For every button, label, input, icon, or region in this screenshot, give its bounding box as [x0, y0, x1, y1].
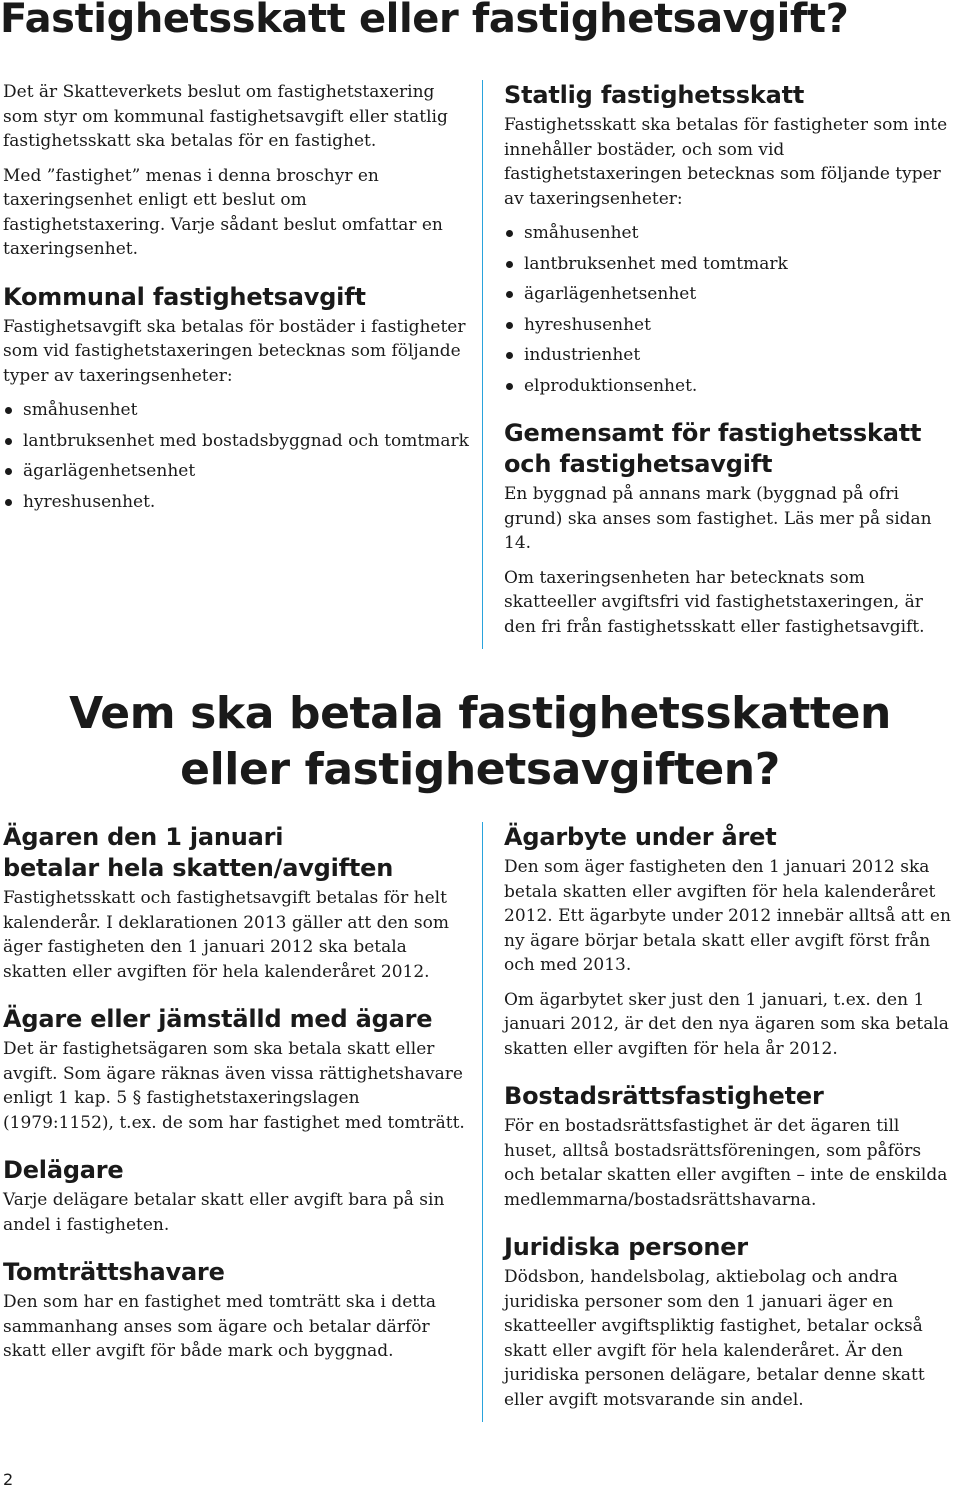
gemensamt-heading — [504, 418, 956, 480]
list-item: lantbruksenhet med tomtmark — [504, 252, 956, 277]
section-title-line-1: Vem ska betala fastighetsskatten — [69, 688, 891, 739]
juridiska-heading: Juridiska personer — [504, 1233, 748, 1261]
gemensamt-heading-line-2: och fastighetsavgift — [504, 450, 773, 478]
section-title — [0, 686, 960, 798]
agaren-heading-line-1: Ägaren den 1 januari — [3, 823, 284, 851]
intro-paragraph-1: Det är Skatteverkets beslut om fastighetstaxering som styr om kommunal fastighetsavgift eller statlig fastighetsskatt ska betalas för en fastighet. — [3, 82, 448, 151]
payer-left-column — [3, 822, 468, 1374]
delagare-heading: Delägare — [3, 1156, 124, 1184]
list-item: lantbruksenhet med bostadsbyggnad och tomtmark — [3, 429, 473, 454]
page-title: Fastighetsskatt eller fastighetsavgift? — [0, 0, 849, 42]
tomtratt-text: Den som har en fastighet med tomträtt ska i detta sammanhang anses som ägare och betalar därför skatt eller avgift för både mark och byggnad. — [3, 1292, 437, 1361]
section-title-line-2: eller fastighetsavgiften? — [180, 744, 780, 795]
agare-jamstalld-text: Det är fastighetsägaren som ska betala skatt eller avgift. Som ägare räknas även vissa rättighetshavare enligt 1 kap. 5 § fastighetstaxeringslagen (1979:1152), t.ex. de som har fastighet med tomträtt. — [3, 1039, 465, 1133]
intro-column — [3, 80, 473, 522]
page-number: 2 — [3, 1470, 14, 1489]
agarbyte-paragraph-1: Den som äger fastigheten den 1 januari 2012 ska betala skatten eller avgiften för hela kalenderåret 2012. Ett ägarbyte under 2012 innebär alltså att en ny ägare börjar betala skatt eller avgift först från och med 2013. — [504, 857, 951, 975]
agare-jamstalld-heading: Ägare eller jämställd med ägare — [3, 1005, 433, 1033]
statlig-column — [482, 80, 956, 649]
gemensamt-heading-line-1: Gemensamt för fastighetsskatt — [504, 419, 922, 447]
agarbyte-paragraph-2: Om ägarbytet sker just den 1 januari, t.ex. den 1 januari 2012, är det den nya ägaren som ska betala skatten eller avgiften för hela år 2012. — [504, 989, 949, 1059]
agaren-text: Fastighetsskatt och fastighetsavgift betalas för helt kalenderår. I deklarationen 2013 gäller att den som äger fastigheten den 1 januari 2012 ska betala skatten eller avgiften för hela kalenderåret 2012. — [3, 888, 449, 982]
kommunal-list — [3, 398, 473, 514]
statlig-text: Fastighetsskatt ska betalas för fastigheter som inte innehåller bostäder, och som vid fastighetstaxeringen betecknas som följande typer av taxeringsenheter: — [504, 115, 948, 209]
list-item: småhusenhet — [504, 221, 956, 246]
delagare-text: Varje delägare betalar skatt eller avgift bara på sin andel i fastigheten. — [3, 1190, 445, 1235]
bostadsratt-text: För en bostadsrättsfastighet är det ägaren till huset, alltså bostadsrättsföreningen, som påförs och betalar skatten eller avgiften – inte de enskilda medlemmarna/bostadsrättshavarna. — [504, 1116, 948, 1210]
list-item: hyreshusenhet — [504, 313, 956, 338]
list-item: ägarlägenhetsenhet — [3, 459, 473, 484]
list-item: ägarlägenhetsenhet — [504, 282, 956, 307]
list-item: industrienhet — [504, 343, 956, 368]
gemensamt-paragraph-2: Om taxeringsenheten har betecknats som skatteeller avgiftsfri vid fastighetstaxeringen, är den fri från fastighetsskatt eller fastighetsavgift. — [504, 567, 925, 637]
statlig-list — [504, 221, 956, 398]
gemensamt-paragraph-1: En byggnad på annans mark (byggnad på ofri grund) ska anses som fastighet. Läs mer på sidan 14. — [504, 484, 932, 553]
agarbyte-heading: Ägarbyte under året — [504, 823, 777, 851]
juridiska-text: Dödsbon, handelsbolag, aktiebolag och andra juridiska personer som den 1 januari äger en skatteeller avgiftspliktig fastighet, betalar också skatt eller avgift för hela kalenderåret. Är den juridiska personen delägare, betalar denne skatt eller avgift motsvarande sin andel. — [504, 1267, 925, 1410]
agaren-heading — [3, 822, 468, 884]
agaren-heading-line-2: betalar hela skatten/avgiften — [3, 854, 394, 882]
payer-right-column — [482, 822, 956, 1422]
kommunal-text: Fastighetsavgift ska betalas för bostäder i fastigheter som vid fastighetstaxeringen betecknas som följande typer av taxeringsenheter: — [3, 316, 466, 386]
list-item: elproduktionsenhet. — [504, 374, 956, 399]
bostadsratt-heading: Bostadsrättsfastigheter — [504, 1082, 824, 1110]
list-item: hyreshusenhet. — [3, 490, 473, 515]
statlig-heading: Statlig fastighetsskatt — [504, 81, 805, 109]
tomtratt-heading: Tomträttshavare — [3, 1258, 225, 1286]
kommunal-heading: Kommunal fastighetsavgift — [3, 282, 366, 311]
list-item: småhusenhet — [3, 398, 473, 423]
intro-paragraph-2: Med ”fastighet” menas i denna broschyr en taxeringsenhet enligt ett beslut om fastighetstaxering. Varje sådant beslut omfattar en taxeringsenhet. — [3, 165, 443, 259]
